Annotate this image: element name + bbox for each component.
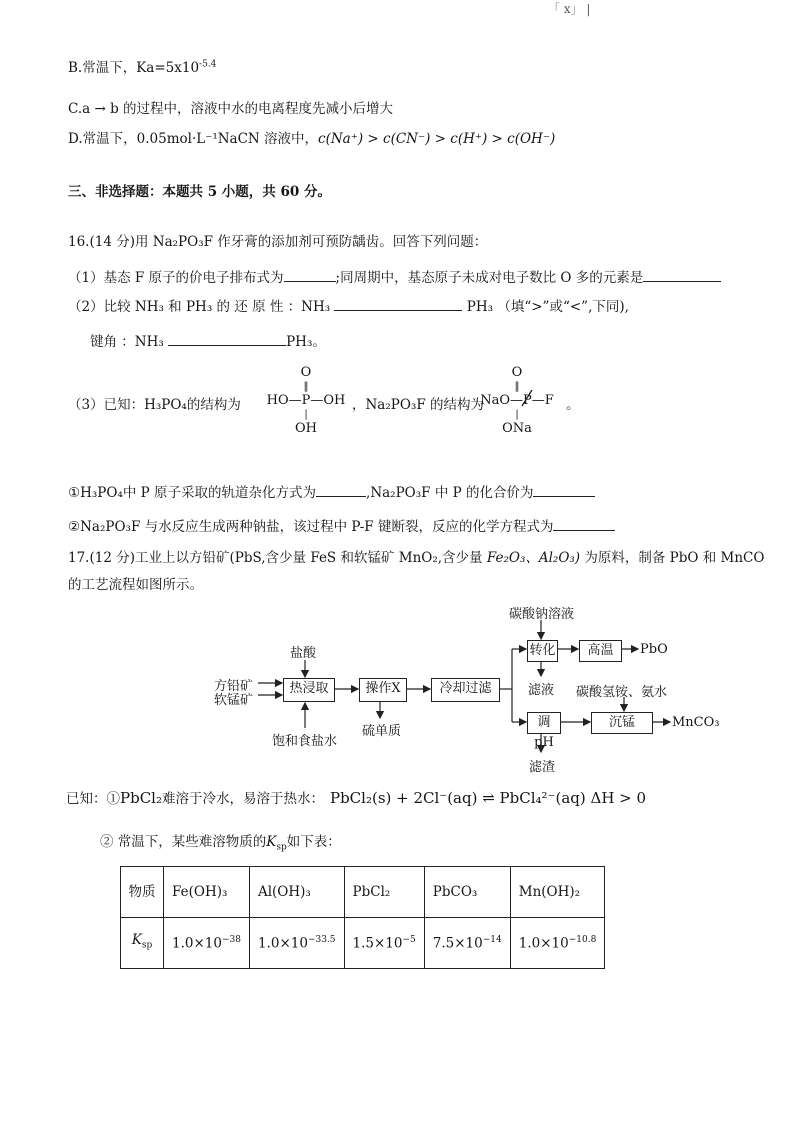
option-b: B.常温下，$Ka=5x10^{-5.4}$ [68,59,217,76]
flow-label-mnco3: MnCO₃ [672,715,720,730]
table-row [121,867,605,918]
flow-label-sulfur: 硫单质 [362,724,402,739]
q16-bond-angle: 键角 ：NH₃ PH₃。 [90,334,326,350]
q17-stem-line2: 的工艺流程如图所示。 [68,577,203,593]
table-cell: $1.5\times 10^{-5}$ [344,918,424,969]
q16-part1: （1）基态 F 原子的价电子排布式为 ;同周期中，基态原子未成对电子数比 O 多的元素是 [68,266,721,286]
ksp-table [120,866,605,969]
flow-box-cool-filter: 冷却过滤 [431,678,500,702]
known-2: ② 常温下，某些难溶物质的$K_{sp}$如下表： [100,834,341,853]
q16-part3-end: 。 [566,397,580,413]
flow-label-na2co3: 碳酸钠溶液 [509,607,575,622]
flow-label-ore2: 软锰矿 [214,693,254,708]
flow-label-brine: 饱和食盐水 [272,734,338,749]
q16-part3: （3）已知：H₃PO₄的结构为 [68,397,241,413]
flow-box-adjust-ph: 调pH [527,712,561,734]
flow-label-pbo: PbO [640,642,668,657]
flow-label-ore1: 方铅矿 [214,679,254,694]
table-header-cell: PbCl₂ [344,867,424,918]
table-header-cell: Mn(OH)₂ [510,867,605,918]
q16-sub2: ②Na₂PO₃F 与水反应生成两种钠盐，该过程中 P-F 键断裂，反应的化学方程式为 [68,515,615,535]
known-1: 已知：①PbCl₂难溶于冷水，易溶于热水： PbCl₂(s) + 2Cl⁻(aq) ⇌ PbCl₄²⁻(aq) ΔH > 0 [66,789,647,807]
table-cell-ksp-label: $K_{sp}$ [121,918,164,969]
flow-label-filtrate: 滤液 [528,683,555,698]
flow-box-leach: 热浸取 [283,678,335,702]
table-header-cell: Al(OH)₃ [249,867,344,918]
q16-sub1: ①H₃PO₄中 P 原子采取的轨道杂化方式为 ,Na₂PO₃F 中 P 的化合价为 [68,481,595,501]
flow-box-mn-precip: 沉锰 [591,712,653,734]
table-cell: $1.0\times 10^{-38}$ [164,918,250,969]
table-cell: $1.0\times 10^{-10.8}$ [510,918,605,969]
table-cell: $1.0\times 10^{-33.5}$ [249,918,344,969]
na2po3f-structure: O ‖ NaO—P—F | ONa [480,365,554,436]
table-header-cell: PbCO₃ [424,867,510,918]
option-c: C.a → b 的过程中，溶液中水的电离程度先减小后增大 [68,101,394,117]
bond-break-mark [520,388,534,408]
table-cell: $7.5\times 10^{-14}$ [424,918,510,969]
flow-box-operation-x: 操作X [359,678,407,702]
q16-part2: （2）比较 NH₃ 和 PH₃ 的 还 原 性 ：NH₃ PH₃ （填“>”或“<”,下同), [68,299,629,315]
table-header-cell: 物质 [121,867,164,918]
table-row [121,918,605,969]
option-d: D.常温下，0.05mol·L⁻¹NaCN 溶液中，c(Na⁺) > c(CN⁻) > c(H⁺) > c(OH⁻) [68,131,556,147]
flow-label-hcl: 盐酸 [290,646,317,661]
table-header-cell: Fe(OH)₃ [164,867,250,918]
page-corner-mark: 「 x」 | [548,2,591,16]
q16-stem: 16.(14 分)用 Na₂PO₃F 作牙膏的添加剂可预防龋齿。回答下列问题： [68,234,488,250]
flow-label-nh4hco3: 碳酸氢铵、氨水 [576,685,668,700]
section-3-heading: 三、非选择题：本题共 5 小题，共 60 分。 [68,184,331,200]
flow-label-residue: 滤渣 [529,760,556,775]
h3po4-structure: O ‖ HO—P—OH | OH [266,365,346,436]
flow-box-convert: 转化 [527,640,558,662]
q16-part3-mid: ，Na₂PO₃F 的结构为 [352,397,484,413]
q17-stem-line1: 17.(12 分)工业上以方铅矿(PbS,含少量 FeS 和软锰矿 MnO₂,含少量 Fe₂O₃、Al₂O₃) 为原料，制备 PbO 和 MnCO [68,550,765,566]
flow-box-high-temp: 高温 [579,640,622,662]
